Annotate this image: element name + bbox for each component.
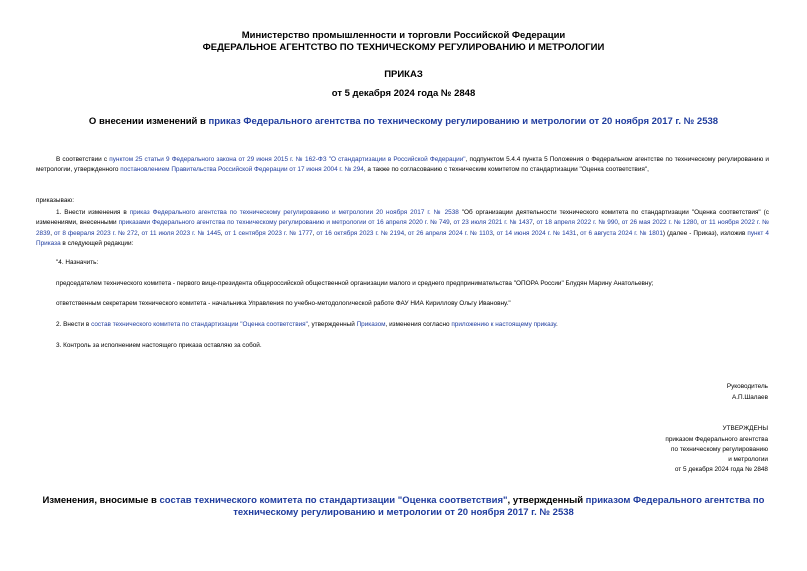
document-title (0, 116, 807, 127)
signature-role: Руководитель (726, 383, 768, 390)
title-prefix: О внесении изменений в (88, 116, 209, 127)
agency-name: ФЕДЕРАЛЬНОЕ АГЕНТСТВО ПО ТЕХНИЧЕСКОМУ РЕГУЛИРОВАНИЮ И МЕТРОЛОГИИ (202, 42, 605, 53)
annex-composition-link[interactable]: состав технического комитета по стандартизации "Оценка соответствия" (159, 495, 508, 506)
amendment-link-5[interactable]: от 11 ноября 2022 г. № 2839 (36, 219, 770, 237)
item1-text-5: в следующей редакции: (60, 239, 134, 247)
item-3-paragraph: 3. Контроль за исполнением настоящего приказа оставляю за собой. (56, 342, 262, 349)
item1-text-4: ) (далее - Приказ), изложив (662, 229, 748, 237)
quote-secretary: ответственным секретарем технического комитета - начальника Управления по учебно-методологической работе ФАУ НИА Кириллову Ольгу Ивановну." (56, 300, 511, 307)
preamble-paragraph (36, 155, 769, 176)
amendment-link-3[interactable]: от 18 апреля 2022 г. № 990 (536, 219, 618, 227)
amendment-link-9[interactable]: от 16 октября 2023 г. № 2194 (316, 229, 405, 237)
amendment-link-8[interactable]: от 1 сентября 2023 г. № 1777 (224, 229, 313, 237)
amendment-link-6[interactable]: от 8 февраля 2023 г. № 272 (54, 229, 138, 237)
signature-name: А.П.Шалаев (731, 394, 768, 401)
amendment-link-7[interactable]: от 11 июля 2023 г. № 1445 (141, 229, 221, 237)
item-1-paragraph: 1. Внести изменения в приказ Федерального агентства по техническому регулированию и метрологии 20 ноября 2017 г. № 2538 "Об организации деятельности технического комитета по стандартизации "Оценка соответствия" (с изменениями, внесенными приказами Федерального агентства по техническому регулированию и метрологии от 16 апреля 2020 г. № 749, от 23 июля 2021 г. № 1437, от 18 апреля 2022 г. № 990, от 26 мая 2022 г. № 1280, от 11 ноября 2022 г. № 2839, от 8 февраля 2023 г. № 272, от 11 июля 2023 г. № 1445, от 1 сентября 2023 г. № 1777, от 16 октября 2023 г. № 2194, от 26 апреля 2024 г. № 1103, от 14 июня 2024 г. № 1431, от 6 августа 2024 г. № 1801) (далее - Приказ), изложив пункт 4 Приказа в следующей редакции: (36, 209, 770, 247)
government-decree-link[interactable]: постановлением Правительства Российской Федерации от 17 июня 2004 г. № 294 (120, 166, 364, 174)
quote-chairman: председателем технического комитета - первого вице-президента общероссийской общественной организации малого и среднего предпринимательства "ОПОРА России" Блудян Марину Анатольевну; (56, 280, 654, 287)
federal-law-link[interactable]: пунктом 25 статьи 9 Федерального закона от 29 июня 2015 г. № 162-ФЗ "О стандартизации в Российской Федерации" (109, 156, 466, 163)
quote-heading: "4. Назначить: (56, 259, 99, 266)
annex-link[interactable]: приложению к настоящему приказу (451, 321, 556, 328)
document-type: ПРИКАЗ (384, 69, 423, 80)
annex-title: Изменения, вносимые в состав технического комитета по стандартизации "Оценка соответствия", утвержденный приказом Федерального агентства по техническому регулированию и метрологии от 20 ноября 2017 г. № 2538 (42, 495, 765, 518)
committee-composition-link[interactable]: состав технического комитета по стандартизации "Оценка соответствия" (91, 321, 308, 328)
amendment-link-1[interactable]: приказами Федерального агентства по техническому регулированию и метрологии от 16 апреля 2020 г. № 749 (118, 219, 450, 227)
order-point-4-link[interactable]: пункт 4 Приказа (36, 229, 769, 247)
item1-text-1: 1. Внести изменения в (56, 209, 130, 216)
amendment-link-10[interactable]: от 26 апреля 2024 г. № 1103 (407, 229, 493, 237)
item1-order-link[interactable]: приказ Федерального агентства по техническому регулированию и метрологии 20 ноября 2017 г. № 2538 (129, 209, 459, 216)
approval-line-5: от 5 декабря 2024 года № 2848 (674, 466, 768, 473)
annex-order-link[interactable]: приказом Федерального агентства по техническому регулированию и метрологии от 20 ноября 2017 г. № 2538 (233, 495, 765, 518)
preamble-text-1: В соответствии с (56, 156, 110, 163)
amendment-link-2[interactable]: от 23 июля 2021 г. № 1437 (453, 219, 533, 227)
approval-line-1: УТВЕРЖДЕНЫ (722, 425, 768, 432)
ministry-name: Министерство промышленности и торговли Российской Федерации (241, 30, 566, 41)
preamble-text-2: , подпунктом 5.4.4 пункта 5 Положения о Федеральном агентстве по техническому регулированию и метрологии, утвержденного (36, 156, 769, 174)
title-order-link[interactable]: приказ Федерального агентства по техническому регулированию и метрологии от 20 ноября 2017 г. № 2538 (208, 116, 719, 127)
preamble-text-3: , а также по согласованию с техническим комитетом по стандартизации "Оценка соответствия", (363, 166, 649, 174)
approval-line-3: по техническому регулированию (671, 446, 768, 453)
amendment-link-11[interactable]: от 14 июня 2024 г. № 1431 (496, 229, 577, 237)
order-word: приказываю: (36, 197, 74, 204)
approval-line-4: и метрологии (728, 456, 768, 463)
order-link[interactable]: Приказом (356, 321, 386, 328)
item-2-paragraph: 2. Внести в состав технического комитета по стандартизации "Оценка соответствия", утвержденный Приказом, изменения согласно приложению к настоящему приказу. (56, 321, 558, 328)
approval-line-2: приказом Федерального агентства (665, 436, 768, 443)
item1-text-2: "Об организации деятельности технического комитета по стандартизации "Оценка соответствия" (с изменениями, внесенными (36, 209, 769, 227)
document-date: от 5 декабря 2024 года № 2848 (331, 88, 476, 99)
amendment-link-4[interactable]: от 26 мая 2022 г. № 1280 (621, 219, 698, 227)
amendment-link-12[interactable]: от 6 августа 2024 г. № 1801 (580, 229, 663, 237)
